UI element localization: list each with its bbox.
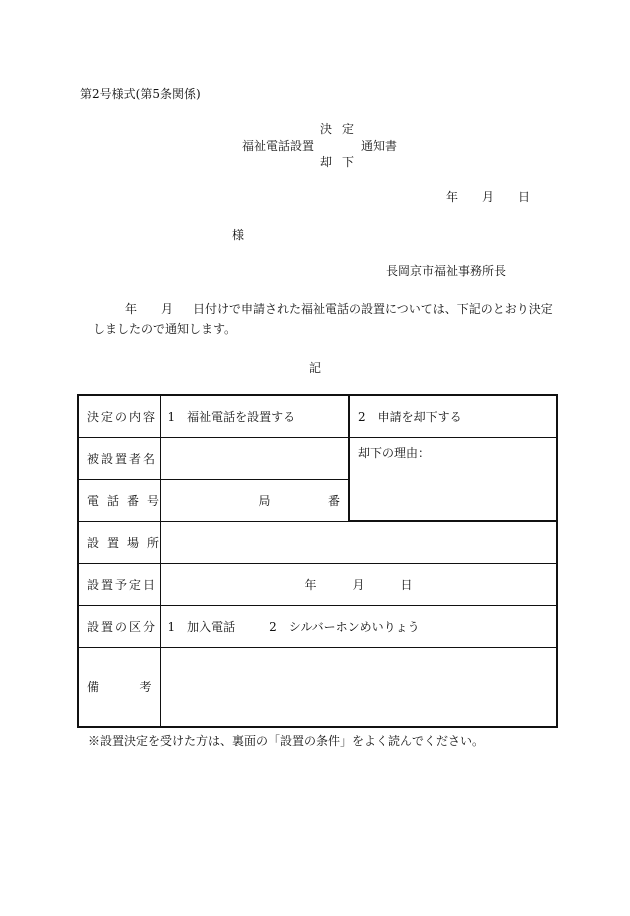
scheduled-date xyxy=(160,563,557,605)
body-month: 月 xyxy=(161,302,174,316)
scheduled-day: 日 xyxy=(400,577,413,592)
label-installee: 被設置者名 xyxy=(78,437,160,479)
label-scheduled: 設置予定日 xyxy=(78,563,160,605)
body-year: 年 xyxy=(125,302,138,316)
label-category: 設置の区分 xyxy=(78,605,160,647)
issue-date-day: 日 xyxy=(518,190,531,204)
footnote: ※設置決定を受けた方は、裏面の「設置の条件」をよく読んでください。 xyxy=(88,734,485,748)
form-number: 第2号様式(第5条関係) xyxy=(80,87,201,101)
issue-date xyxy=(446,191,530,203)
label-remarks-2: 考 xyxy=(139,680,152,695)
location-value xyxy=(160,521,557,563)
row-location xyxy=(78,521,557,563)
rejection-reason-label: 却下の理由： xyxy=(358,445,431,460)
issue-date-month: 月 xyxy=(482,190,495,204)
issuer: 長岡京市福祉事務所長 xyxy=(386,264,507,278)
decision-option-install: 1 福祉電話を設置する xyxy=(160,395,349,437)
label-decision: 決定の内容 xyxy=(78,395,160,437)
category-option-2: 2 シルバーホンめいりょう xyxy=(269,619,420,634)
label-location: 設置場所 xyxy=(78,521,160,563)
title-main: 福祉電話設置 xyxy=(242,139,315,153)
phone-value xyxy=(160,479,349,521)
decision-option-reject: 2 申請を却下する xyxy=(349,395,557,437)
scheduled-month: 月 xyxy=(352,577,365,592)
phone-kyoku: 局 xyxy=(258,493,271,508)
installee-value xyxy=(160,437,349,479)
title-suffix: 通知書 xyxy=(361,139,398,153)
row-remarks xyxy=(78,647,557,727)
issue-date-year: 年 xyxy=(446,190,459,204)
body-line-1-text: 日付けで申請された福祉電話の設置については、下記のとおり決定 xyxy=(193,302,553,316)
remarks-value xyxy=(160,647,557,727)
ki-heading: 記 xyxy=(309,361,322,375)
category-option-1: 1 加入電話 xyxy=(167,619,236,634)
title-rejection: 却下 xyxy=(320,155,365,169)
row-scheduled xyxy=(78,563,557,605)
row-decision xyxy=(78,395,557,437)
category-options xyxy=(160,605,557,647)
label-phone: 電話番号 xyxy=(78,479,160,521)
row-category xyxy=(78,605,557,647)
phone-ban: 番 xyxy=(327,493,340,508)
body-line-1 xyxy=(125,303,553,315)
notice-table xyxy=(77,394,558,728)
addressee-suffix: 様 xyxy=(232,228,245,242)
title-decision: 決定 xyxy=(320,122,365,136)
row-installee xyxy=(78,437,557,479)
label-remarks xyxy=(78,647,160,727)
label-remarks-1: 備 xyxy=(87,680,100,695)
rejection-reason-box xyxy=(349,437,557,521)
body-line-2: しましたので通知します。 xyxy=(93,322,237,336)
scheduled-year: 年 xyxy=(304,577,317,592)
